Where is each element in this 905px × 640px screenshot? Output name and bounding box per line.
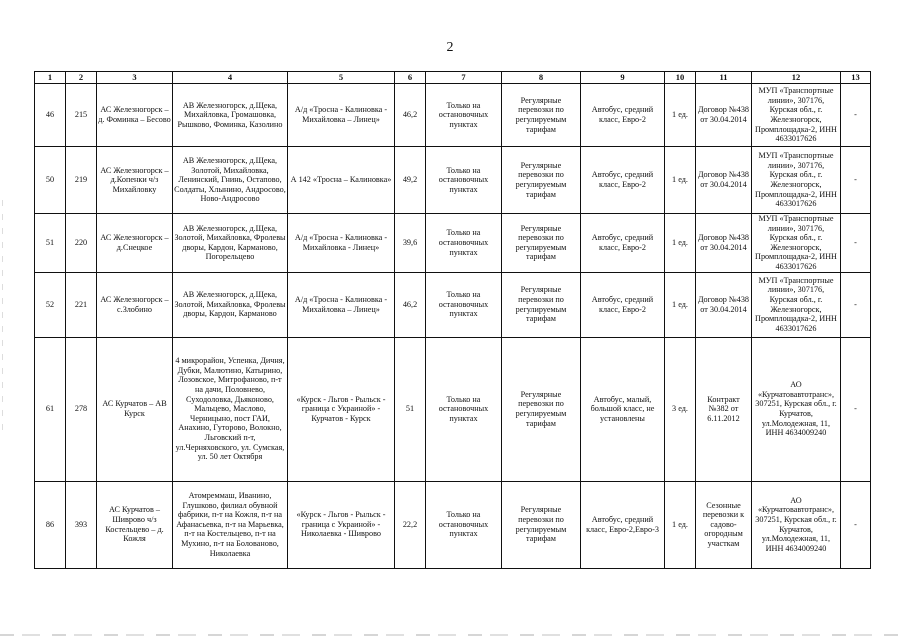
cell-contract: Контракт №382 от 6.11.2012 <box>696 337 752 481</box>
cell-contract: Договор №438 от 30.04.2014 <box>696 147 752 214</box>
column-header: 4 <box>173 72 288 84</box>
cell-streets: А/д «Тросна - Калиновка - Михайловка – Линец» <box>288 84 395 147</box>
cell-route-number: 219 <box>66 147 97 214</box>
cell-notes: - <box>841 272 871 337</box>
cell-vehicle-class: Автобус, средний класс, Евро-2 <box>581 84 665 147</box>
table-row <box>35 214 871 273</box>
table-row <box>35 84 871 147</box>
cell-carrier: МУП «Транспортные линии», 307176, Курская обл., г. Железногорск, Промплощадка-2, ИНН 4633017626 <box>752 147 841 214</box>
column-header: 5 <box>288 72 395 84</box>
cell-route-name: АС Железногорск – д.Копенки ч/з Михайловку <box>97 147 173 214</box>
cell-boarding-order: Только на остановочных пунктах <box>426 214 502 273</box>
scan-artifact-line <box>0 634 905 636</box>
table-row <box>35 147 871 214</box>
cell-route-number: 393 <box>66 481 97 568</box>
cell-transport-type: Регулярные перевозки по регулируемым тарифам <box>502 337 581 481</box>
cell-vehicle-class: Автобус, средний класс, Евро-2 <box>581 214 665 273</box>
cell-streets: А/д «Тросна - Калиновка - Михайловка – Линец» <box>288 272 395 337</box>
cell-streets: «Курск - Льгов - Рыльск - граница с Украиной» - Курчатов - Курск <box>288 337 395 481</box>
cell-transport-type: Регулярные перевозки по регулируемым тарифам <box>502 481 581 568</box>
cell-notes: - <box>841 481 871 568</box>
cell-streets: А/д «Тросна - Калиновка - Михайловка - Линец» <box>288 214 395 273</box>
cell-vehicle-count: 1 ед. <box>665 214 696 273</box>
cell-transport-type: Регулярные перевозки по регулируемым тарифам <box>502 147 581 214</box>
cell-stops: АВ Железногорск, д.Щека, Михайловка, Громашовка, Рышково, Фоминка, Казолино <box>173 84 288 147</box>
cell-carrier: МУП «Транспортные линии», 307176, Курская обл., г. Железногорск, Промплощадка-2, ИНН 4633017626 <box>752 272 841 337</box>
cell-boarding-order: Только на остановочных пунктах <box>426 337 502 481</box>
cell-vehicle-count: 1 ед. <box>665 272 696 337</box>
cell-route-name: АС Курчатов – Шиврово ч/з Костельцево – д. Кожля <box>97 481 173 568</box>
cell-carrier: МУП «Транспортные линии», 307176, Курская обл., г. Железногорск, Промплощадка-2, ИНН 4633017626 <box>752 84 841 147</box>
column-header: 3 <box>97 72 173 84</box>
cell-stops: АВ Железногорск, д.Щека, Золотой, Михайловка, Фролевы дворы, Кардон, Карманово, Погорельцево <box>173 214 288 273</box>
column-header: 8 <box>502 72 581 84</box>
cell-route-number: 220 <box>66 214 97 273</box>
column-header: 11 <box>696 72 752 84</box>
cell-contract: Договор №438 от 30.04.2014 <box>696 214 752 273</box>
cell-stops: Атомреммаш, Иванино, Глушково, филиал обувной фабрики, п-т на Кожля, п-т на Афанасьевка, п-т на Марьевка, п-т на Костельцево, п-т на Мухино, п-т на Болованово, Николаевка <box>173 481 288 568</box>
cell-contract: Договор №438 от 30.04.2014 <box>696 84 752 147</box>
column-header: 9 <box>581 72 665 84</box>
cell-boarding-order: Только на остановочных пунктах <box>426 481 502 568</box>
scan-edge-mark <box>2 200 3 430</box>
cell-transport-type: Регулярные перевозки по регулируемым тарифам <box>502 84 581 147</box>
cell-route-name: АС Курчатов – АВ Курск <box>97 337 173 481</box>
table-row <box>35 337 871 481</box>
cell-vehicle-class: Автобус, средний класс, Евро-2 <box>581 272 665 337</box>
cell-length: 39,6 <box>395 214 426 273</box>
cell-route-name: АС Железногорск – с.Злобино <box>97 272 173 337</box>
cell-carrier: АО «Курчатовавтотранс», 307251, Курская обл., г. Курчатов, ул.Молодежная, 11, ИНН 4634009240 <box>752 481 841 568</box>
cell-boarding-order: Только на остановочных пунктах <box>426 272 502 337</box>
cell-boarding-order: Только на остановочных пунктах <box>426 84 502 147</box>
cell-notes: - <box>841 84 871 147</box>
cell-route-number: 215 <box>66 84 97 147</box>
cell-length: 46,2 <box>395 84 426 147</box>
table-row <box>35 272 871 337</box>
cell-length: 46,2 <box>395 272 426 337</box>
cell-contract: Договор №438 от 30.04.2014 <box>696 272 752 337</box>
cell-streets: А 142 «Тросна – Калиновка» <box>288 147 395 214</box>
cell-row-number: 46 <box>35 84 66 147</box>
column-header: 13 <box>841 72 871 84</box>
page-number: 2 <box>446 40 454 55</box>
cell-stops: АВ Железногорск, д.Щека, Золотой, Михайловка, Фролевы дворы, Кардон, Карманово <box>173 272 288 337</box>
cell-row-number: 52 <box>35 272 66 337</box>
cell-row-number: 61 <box>35 337 66 481</box>
cell-row-number: 51 <box>35 214 66 273</box>
cell-vehicle-count: 1 ед. <box>665 84 696 147</box>
cell-carrier: МУП «Транспортные линии», 307176, Курская обл., г. Железногорск, Промплощадка-2, ИНН 4633017626 <box>752 214 841 273</box>
cell-length: 51 <box>395 337 426 481</box>
cell-transport-type: Регулярные перевозки по регулируемым тарифам <box>502 272 581 337</box>
header-row <box>35 72 871 84</box>
cell-row-number: 50 <box>35 147 66 214</box>
cell-vehicle-count: 1 ед. <box>665 481 696 568</box>
cell-stops: АВ Железногорск, д.Щека, Золотой, Михайловка, Ленинский, Гнинь, Остапово, Солдаты, Хлынино, Андросово, Ново-Андросово <box>173 147 288 214</box>
cell-stops: 4 микрорайон, Успенка, Дичня, Дубки, Малютино, Катырино, Лозовское, Митрофаново, п-т на дачи, Половнево, Суходоловка, Дьяконово, Мальцево, Маслово, Черницыно, пост ГАИ, Анахино, Гуторово, Волокно, Льговский п-т, ул.Черняховского, ул. Сумская, ул. 50 лет Октября <box>173 337 288 481</box>
column-header: 10 <box>665 72 696 84</box>
cell-notes: - <box>841 147 871 214</box>
cell-notes: - <box>841 214 871 273</box>
cell-vehicle-class: Автобус, малый, большой класс, не установлены <box>581 337 665 481</box>
cell-vehicle-class: Автобус, средний класс, Евро-2,Евро-3 <box>581 481 665 568</box>
cell-length: 22,2 <box>395 481 426 568</box>
table-row <box>35 481 871 568</box>
column-header: 2 <box>66 72 97 84</box>
column-header: 12 <box>752 72 841 84</box>
cell-notes: - <box>841 337 871 481</box>
cell-boarding-order: Только на остановочных пунктах <box>426 147 502 214</box>
column-header: 1 <box>35 72 66 84</box>
column-header: 7 <box>426 72 502 84</box>
cell-row-number: 86 <box>35 481 66 568</box>
cell-vehicle-count: 3 ед. <box>665 337 696 481</box>
cell-route-number: 278 <box>66 337 97 481</box>
cell-route-number: 221 <box>66 272 97 337</box>
cell-route-name: АС Железногорск – д. Фоминка – Бесово <box>97 84 173 147</box>
cell-route-name: АС Железногорск – д.Снецкое <box>97 214 173 273</box>
cell-length: 49,2 <box>395 147 426 214</box>
cell-streets: «Курск - Льгов - Рыльск - граница с Украиной» - Николаевка - Шиврово <box>288 481 395 568</box>
cell-transport-type: Регулярные перевозки по регулируемым тарифам <box>502 214 581 273</box>
cell-vehicle-count: 1 ед. <box>665 147 696 214</box>
column-header: 6 <box>395 72 426 84</box>
routes-table <box>34 71 871 569</box>
cell-carrier: АО «Курчатовавтотранс», 307251, Курская обл., г. Курчатов, ул.Молодежная, 11, ИНН 4634009240 <box>752 337 841 481</box>
cell-contract: Сезонные перевозки к садово-огородным участкам <box>696 481 752 568</box>
cell-vehicle-class: Автобус, средний класс, Евро-2 <box>581 147 665 214</box>
